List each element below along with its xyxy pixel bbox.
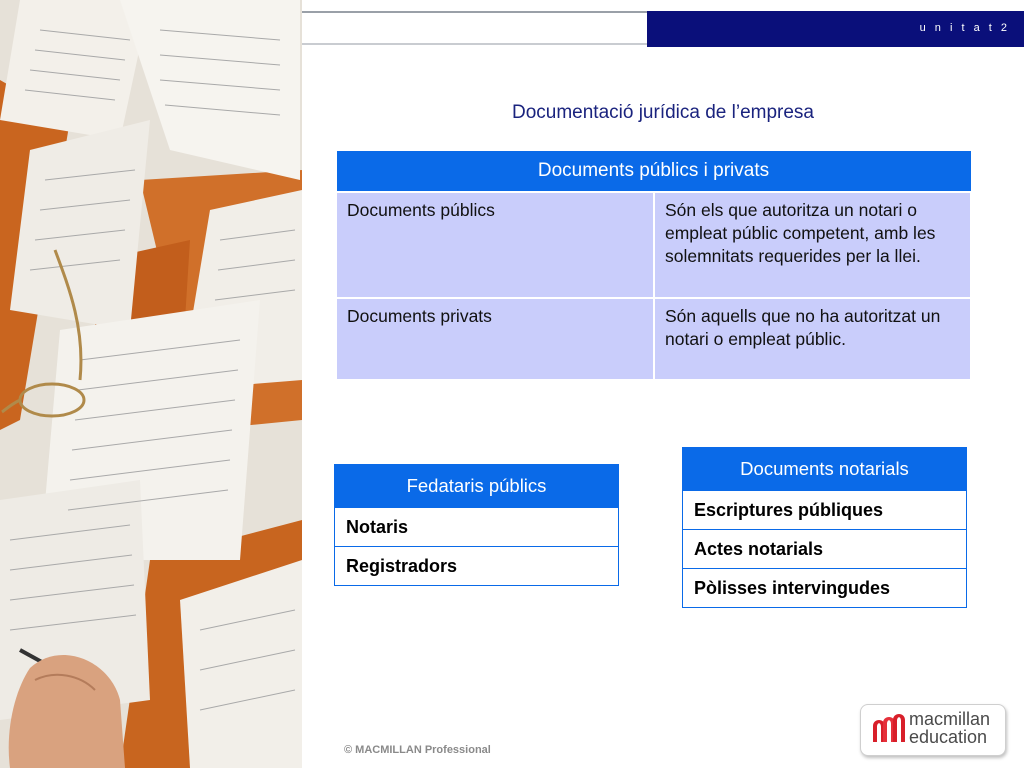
table-cell-term: Documents privats bbox=[336, 298, 654, 380]
table-cell: Actes notarials bbox=[683, 530, 967, 569]
notarials-table-header: Documents notarials bbox=[683, 448, 967, 491]
fedataris-table bbox=[334, 464, 619, 586]
background-photo bbox=[0, 0, 302, 768]
table-row bbox=[683, 569, 967, 608]
table-cell: Notaris bbox=[335, 508, 619, 547]
logo-wordmark bbox=[909, 710, 990, 746]
logo-line-2: education bbox=[909, 727, 988, 747]
table-row bbox=[683, 491, 967, 530]
table-cell: Escriptures públiques bbox=[683, 491, 967, 530]
table-row bbox=[683, 530, 967, 569]
macmillan-logo bbox=[860, 704, 1006, 756]
table-row bbox=[335, 508, 619, 547]
unit-label: u n i t a t 2 bbox=[919, 22, 1010, 34]
documents-table bbox=[335, 150, 972, 381]
table-cell-definition: Són aquells que no ha autoritzat un notari o empleat públic. bbox=[654, 298, 971, 380]
table-cell: Registradors bbox=[335, 547, 619, 586]
table-row bbox=[336, 192, 971, 298]
slide-title: Documentació jurídica de l’empresa bbox=[511, 102, 815, 123]
table-cell: Pòlisses intervingudes bbox=[683, 569, 967, 608]
notarials-table bbox=[682, 447, 967, 608]
table-row bbox=[336, 298, 971, 380]
header-bar bbox=[647, 11, 1024, 47]
table-row bbox=[335, 547, 619, 586]
table-cell-term: Documents públics bbox=[336, 192, 654, 298]
table-cell-definition: Són els que autoritza un notari o empleat públic competent, amb les solemnitats requerides per la llei. bbox=[654, 192, 971, 298]
macmillan-logo-icon bbox=[871, 712, 907, 746]
documents-table-header: Documents públics i privats bbox=[336, 151, 971, 193]
header-white-box bbox=[302, 13, 647, 45]
logo-line-1: macmillan bbox=[909, 709, 991, 729]
fedataris-table-header: Fedataris públics bbox=[335, 465, 619, 508]
copyright-text: © MACMILLAN Professional bbox=[344, 744, 491, 756]
